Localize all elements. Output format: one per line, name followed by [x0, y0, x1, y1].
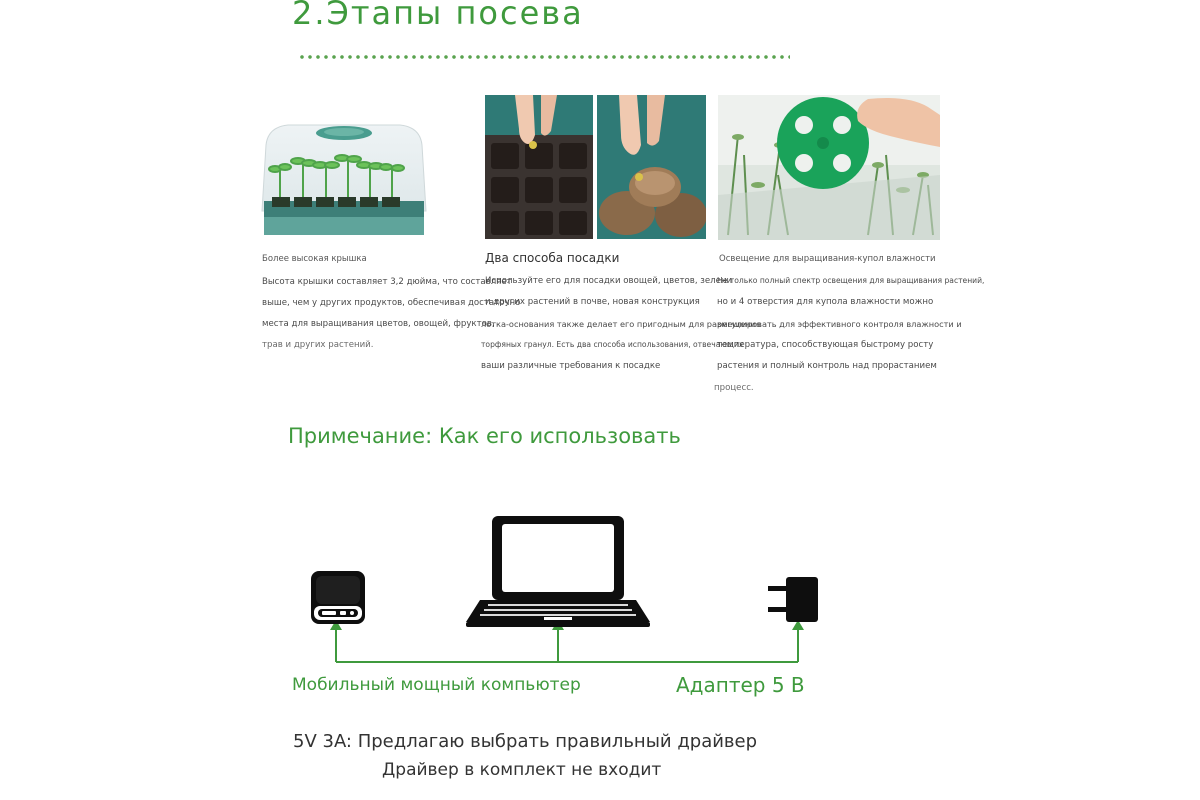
- step-3-caption: Освещение для выращивания-купол влажности: [719, 254, 936, 264]
- step-3-line-5: растения и полный контроль над прорастанием: [717, 361, 937, 371]
- step-2-line-4: торфяных гранул. Есть два способа использования, отвечающих: [481, 340, 744, 349]
- step-1-line-2: выше, чем у других продуктов, обеспечивая достаточно: [262, 298, 521, 308]
- step-3-line-6: процесс.: [714, 383, 754, 393]
- driver-recommendation: 5V 3A: Предлагаю выбрать правильный драйвер: [293, 731, 758, 752]
- dotted-divider: [298, 54, 790, 60]
- step-2-line-2: и других растений в почве, новая конструкция: [485, 297, 700, 307]
- step-1-line-1: Высота крышки составляет 3,2 дюйма, что составляет: [262, 277, 512, 287]
- step-1-caption: Более высокая крышка: [262, 254, 367, 264]
- driver-not-included: Драйвер в комплект не входит: [382, 760, 662, 780]
- step-2-line-5: ваши различные требования к посадке: [481, 361, 661, 371]
- power-bank-icon: [310, 570, 366, 630]
- connection-diagram: [290, 500, 850, 697]
- step-3-line-1: Не только полный спектр освещения для выращивания растений,: [717, 276, 985, 285]
- step-1-line-4: трав и других растений.: [262, 340, 374, 350]
- laptop-icon: [464, 514, 652, 634]
- step-2-line-1: Используйте его для посадки овощей, цветов, зелени: [485, 276, 733, 286]
- step-3-photo: [718, 95, 940, 240]
- page-title: 2.Этапы посева: [292, 0, 584, 32]
- step-3-line-2: но и 4 отверстия для купола влажности можно: [717, 297, 934, 307]
- step-3-line-4: температура, способствующая быстрому росту: [717, 340, 934, 350]
- step-2-caption: Два способа посадки: [485, 251, 620, 265]
- step-2-photo-soil: [485, 95, 593, 239]
- step-1-line-3: места для выращивания цветов, овощей, фруктов,: [262, 319, 495, 329]
- step-2-line-3: лотка-основания также делает его пригодным для размещения: [481, 319, 761, 329]
- step-3-line-3: регулировать для эффективного контроля влажности и: [717, 319, 962, 329]
- power-adapter-icon: [766, 574, 822, 630]
- step-1-photo: [258, 105, 430, 240]
- adapter-label: Адаптер 5 В: [676, 673, 805, 697]
- step-2-photo-pellets: [597, 95, 706, 239]
- note-title: Примечание: Как его использовать: [288, 424, 681, 448]
- power-computer-label: Мобильный мощный компьютер: [292, 675, 581, 695]
